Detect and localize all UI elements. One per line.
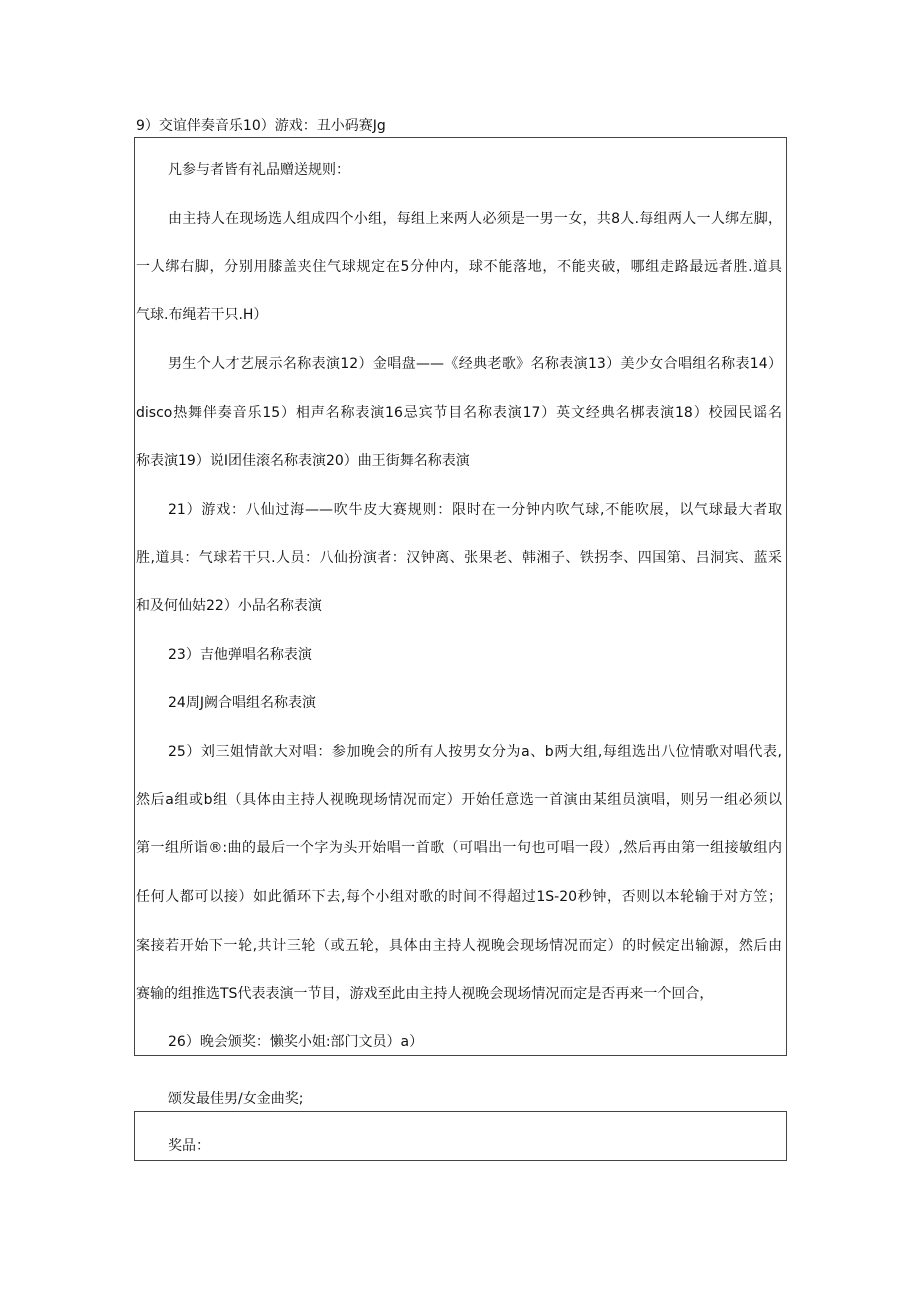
text-line: disco热舞伴奏音乐15）相声名称表演16忌宾节目名称表演17）英文经典名梆表演18）校园民谣名: [136, 405, 782, 421]
text-line: 气球.布绳若干只.H）: [136, 307, 268, 323]
text-line: 23）吉他弹唱名称表演: [168, 647, 312, 663]
text-line: 第一组所诣®:曲的最后一个字为头开始唱一首歌（可唱出一句也可唱一段）,然后再由第一组接敏组内: [136, 840, 782, 856]
text-line: 和及何仙姑22）小品名称表演: [136, 598, 322, 614]
text-line: 26）晚会颁奖：懒奖小姐:部门文员）a）: [168, 1034, 424, 1050]
text-line: 24周J阙合唱组名称表演: [168, 695, 316, 711]
prize-box: [134, 1111, 787, 1161]
text-line: 赛输的组推选TS代表表演一节目，游戏至此由主持人视晚会现场情况而定是否再来一个回合，: [136, 986, 714, 1002]
text-line: 凡参与者皆有礼品赠送规则：: [168, 162, 350, 178]
text-line: 一人绑右脚，分别用膝盖夹住气球规定在5分仲内，球不能落地，不能夹破，哪组走路最远者胜.道具: [136, 259, 782, 275]
text-line: 胜,道具：气球若干只.人员：八仙扮演者：汉钟离、张果老、韩湘子、铁拐李、四国第、吕洞宾、蓝采: [136, 550, 782, 566]
text-line: 25）刘三姐情歆大对唱：参加晚会的所有人按男女分为a、b两大组,每组选出八位情歌对唱代表,: [168, 744, 782, 760]
text-line: 男生个人才艺展示名称表演12）金唱盘——《经典老歌》名称表演13）美少女合唱组名称表14）: [168, 356, 782, 372]
between-line: 颂发最佳男/女金曲奖;: [168, 1091, 304, 1107]
text-line: 然后a组或b组（具体由主持人视晚现场情况而定）开始任意选一首演由某组员演唱，则另一组必须以: [136, 792, 782, 808]
text-line: 任何人都可以接）如此循环下去,每个小组对歌的时间不得超过1S-20秒钟，否则以本轮输于对方笠；: [136, 889, 782, 905]
prize-label: 奖品：: [168, 1138, 210, 1154]
text-line: 21）游戏：八仙过海——吹牛皮大赛规则：限时在一分钟内吹气球,不能吹展，以气球最大者取: [168, 502, 782, 518]
text-line: 由主持人在现场选人组成四个小组，每组上来两人必须是一男一女，共8人.每组两人一人绑左脚，: [168, 211, 782, 227]
top-line: 9）交谊伴奏音乐10）游戏：丑小码赛Jg: [136, 118, 386, 134]
text-line: 称表演19）说I团佳滚名称表演20）曲王街舞名称表演: [136, 453, 470, 469]
text-line: 案接若开始下一轮,共计三轮（或五轮，具体由主持人视晚会现场情况而定）的时候定出输源，然后由: [136, 938, 782, 954]
